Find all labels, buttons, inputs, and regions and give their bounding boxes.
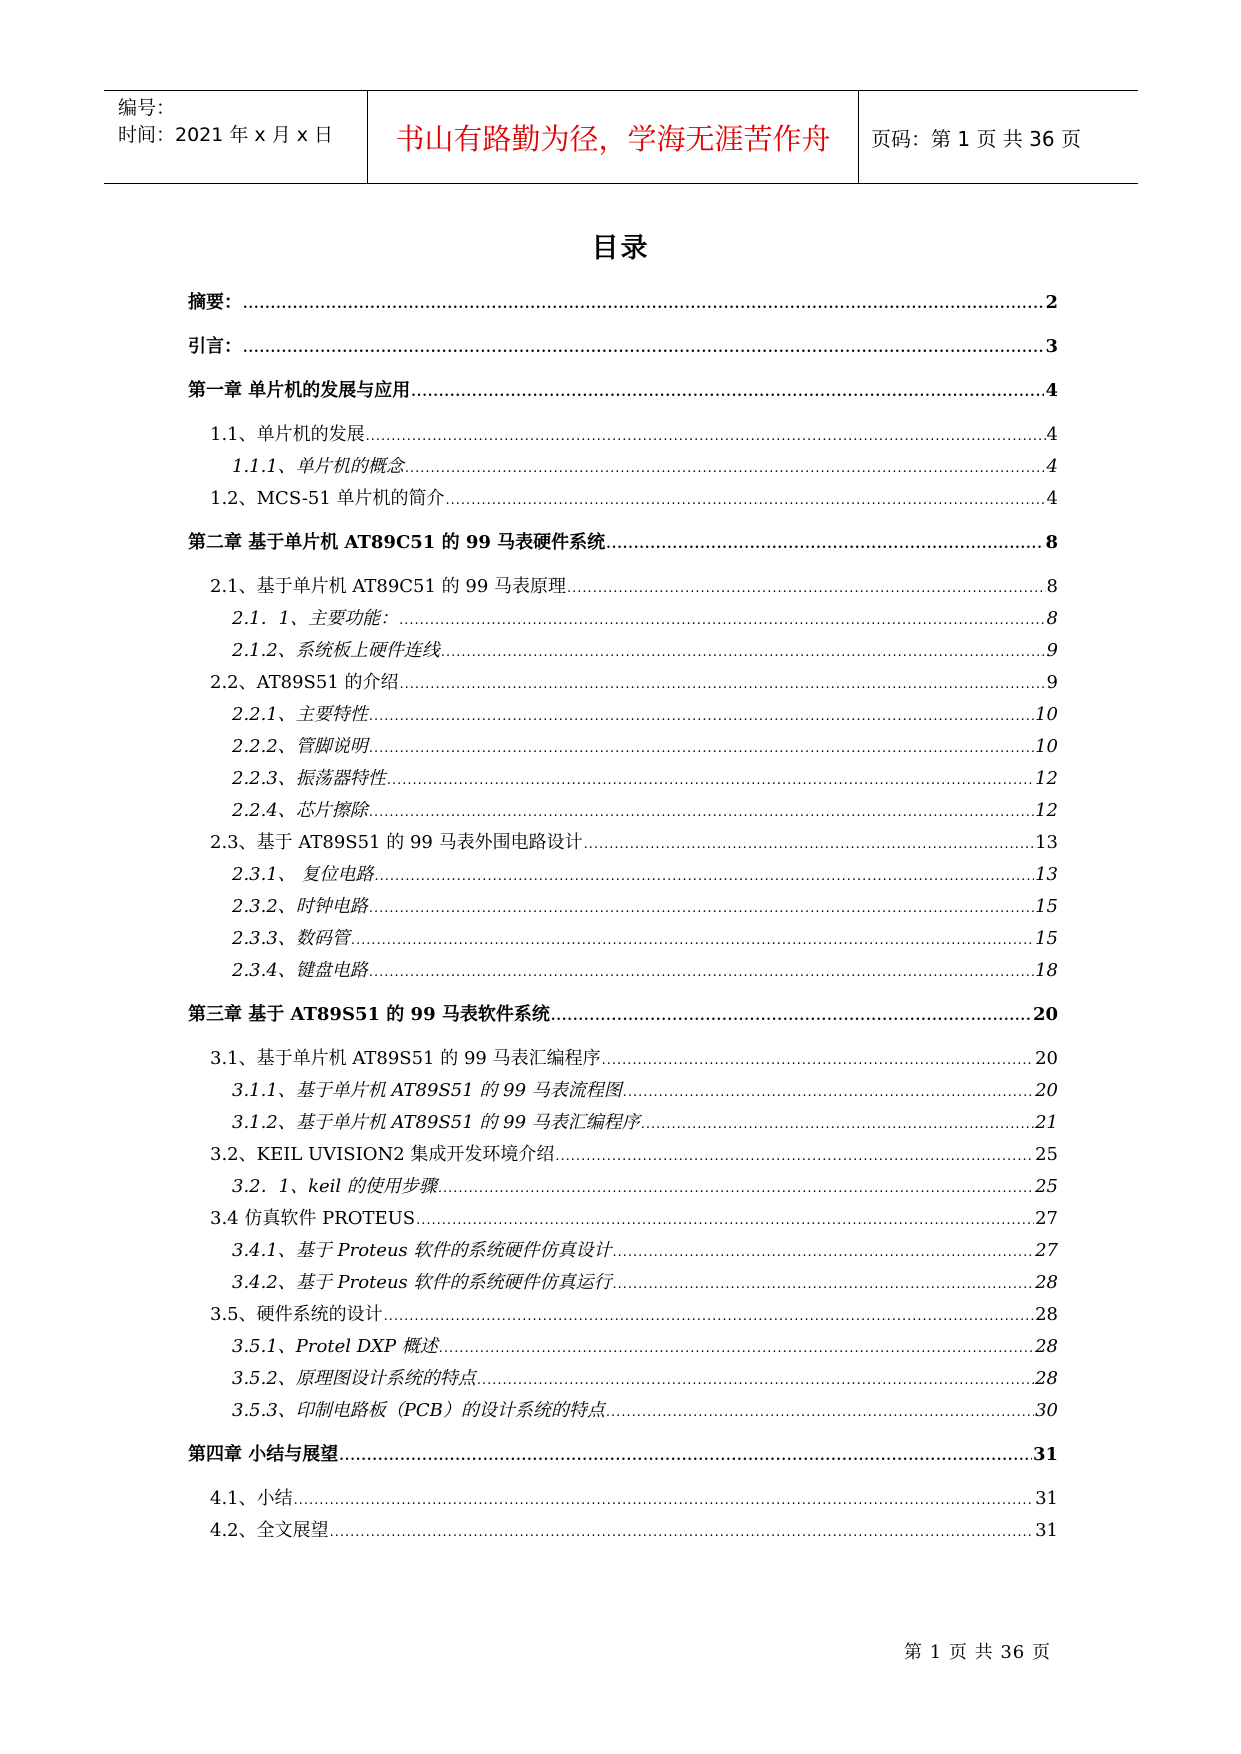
toc-leader-dots [339,1449,1032,1464]
toc-leader-dots [623,1085,1034,1100]
toc-entry-label: 2.2.4、芯片擦除 [232,800,368,821]
toc-entry[interactable] [188,1396,1058,1426]
toc-entry-label: 3.5、硬件系统的设计 [210,1304,383,1325]
toc-entry-page: 25 [1035,1176,1058,1197]
toc-entry-page: 18 [1035,960,1058,981]
toc-entry[interactable] [188,1364,1058,1394]
toc-entry[interactable] [188,1076,1058,1106]
toc-leader-dots [384,1309,1034,1324]
toc-entry-page: 27 [1035,1208,1058,1229]
toc-leader-dots [606,537,1044,552]
toc-leader-dots [411,385,1044,400]
header-page-info: 页码：第 1 页 共 36 页 [871,126,1081,151]
toc-entry-label: 第四章 小结与展望 [188,1444,339,1465]
toc-entry-page: 4 [1046,488,1058,509]
toc-entry[interactable] [188,1484,1058,1514]
toc-entry[interactable] [188,484,1058,514]
toc-entry[interactable] [188,1000,1058,1030]
toc-entry-label: 3.2、KEIL UVISION2 集成开发环境介绍 [210,1144,555,1165]
toc-entry[interactable] [188,1204,1058,1234]
toc-entry-page: 31 [1032,1444,1058,1465]
toc-leader-dots [369,965,1034,980]
toc-entry[interactable] [188,332,1058,362]
toc-leader-dots [400,677,1046,692]
toc-entry-page: 8 [1046,608,1058,629]
toc-entry-page: 15 [1035,896,1058,917]
toc-entry[interactable] [188,1332,1058,1362]
toc-leader-dots [369,805,1034,820]
page-footer: 第 1 页 共 36 页 [904,1642,1051,1663]
toc-entry-page: 13 [1035,832,1058,853]
toc-leader-dots [369,709,1034,724]
toc-entry-label: 3.2．1、keil 的使用步骤 [232,1176,437,1197]
toc-entry[interactable] [188,1172,1058,1202]
toc-entry-label: 2.1、基于单片机 AT89C51 的 99 马表原理 [210,576,567,597]
toc-entry-page: 4 [1046,456,1058,477]
toc-entry[interactable] [188,828,1058,858]
toc-entry-label: 摘要： [188,292,242,313]
toc-entry-label: 引言： [188,336,242,357]
toc-entry[interactable] [188,572,1058,602]
toc-entry-page: 12 [1035,800,1058,821]
toc-entry-label: 第一章 单片机的发展与应用 [188,380,411,401]
toc-entry-label: 3.1.1、基于单片机 AT89S51 的 99 马表流程图 [232,1080,622,1101]
toc-leader-dots [584,837,1035,852]
toc-entry[interactable] [188,924,1058,954]
toc-entry[interactable] [188,1516,1058,1546]
toc-leader-dots [369,901,1034,916]
toc-entry-page: 28 [1035,1368,1058,1389]
toc-entry-page: 28 [1035,1336,1058,1357]
toc-entry[interactable] [188,1044,1058,1074]
toc-entry[interactable] [188,796,1058,826]
toc-entry[interactable] [188,1440,1058,1470]
toc-leader-dots [641,1117,1034,1132]
toc-entry-page: 27 [1035,1240,1058,1261]
toc-entry-page: 10 [1035,736,1058,757]
toc-entry-label: 3.1、基于单片机 AT89S51 的 99 马表汇编程序 [210,1048,601,1069]
toc-entry-label: 4.1、小结 [210,1488,293,1509]
toc-leader-dots [446,493,1046,508]
toc-entry[interactable] [188,1300,1058,1330]
toc-entry[interactable] [188,860,1058,890]
toc-entry[interactable] [188,1140,1058,1170]
toc-leader-dots [294,1493,1034,1508]
toc-entry-page: 10 [1035,704,1058,725]
toc-leader-dots [387,773,1034,788]
header-number-label: 编号： [118,97,176,119]
toc-entry[interactable] [188,1268,1058,1298]
toc-entry[interactable] [188,956,1058,986]
toc-entry-label: 2.3.1、 复位电路 [232,864,374,885]
toc-leader-dots [243,297,1044,312]
toc-entry[interactable] [188,892,1058,922]
toc-entry[interactable] [188,376,1058,406]
toc-entry-label: 3.5.2、原理图设计系统的特点 [232,1368,476,1389]
toc-leader-dots [441,645,1046,660]
toc-entry-page: 20 [1032,1004,1058,1025]
toc-entry-label: 2.2.3、振荡器特性 [232,768,386,789]
toc-entry-label: 3.4.2、基于 Proteus 软件的系统硬件仿真运行 [232,1272,612,1293]
toc-entry[interactable] [188,288,1058,318]
toc-entry-label: 3.1.2、基于单片机 AT89S51 的 99 马表汇编程序 [232,1112,640,1133]
toc-leader-dots [477,1373,1034,1388]
header-motto: 书山有路勤为径，学海无涯苦作舟 [368,91,859,183]
toc-entry-label: 2.2、AT89S51 的介绍 [210,672,399,693]
toc-entry[interactable] [188,1108,1058,1138]
toc-entry-label: 1.1.1、单片机的概念 [232,456,404,477]
toc-leader-dots [416,1213,1034,1228]
toc-leader-dots [551,1009,1032,1024]
toc-entry-page: 21 [1035,1112,1058,1133]
toc-leader-dots [366,429,1046,444]
toc-entry-page: 8 [1046,576,1058,597]
page-header [104,90,1138,184]
toc-entry-label: 3.4.1、基于 Proteus 软件的系统硬件仿真设计 [232,1240,612,1261]
toc-entry-page: 28 [1035,1304,1058,1325]
header-meta [104,91,368,183]
toc-entry-label: 2.3、基于 AT89S51 的 99 马表外围电路设计 [210,832,583,853]
toc-entry[interactable] [188,1236,1058,1266]
toc-entry-page: 12 [1035,768,1058,789]
toc-leader-dots [399,613,1045,628]
toc-entry-page: 31 [1035,1520,1058,1541]
header-time-label: 时间：2021 年 x 月 x 日 [118,124,334,146]
toc-entry-page: 4 [1045,380,1058,401]
toc-entry[interactable] [188,452,1058,482]
toc-leader-dots [613,1245,1035,1260]
toc-entry-page: 25 [1035,1144,1058,1165]
toc-leader-dots [243,341,1044,356]
toc-entry-label: 2.3.4、键盘电路 [232,960,368,981]
toc-entry[interactable] [188,732,1058,762]
toc-entry-label: 3.5.3、印制电路板（PCB）的设计系统的特点 [232,1400,605,1421]
toc-entry-label: 1.2、MCS-51 单片机的简介 [210,488,445,509]
toc-entry-page: 9 [1046,672,1058,693]
toc-leader-dots [405,461,1046,476]
toc-entry[interactable] [188,764,1058,794]
toc-entry-label: 2.2.1、主要特性 [232,704,368,725]
toc-entry-page: 8 [1045,532,1058,553]
toc-entry[interactable] [188,636,1058,666]
toc-entry[interactable] [188,700,1058,730]
toc-leader-dots [439,1341,1034,1356]
toc-entry-label: 2.2.2、管脚说明 [232,736,368,757]
toc-leader-dots [567,581,1046,596]
toc-leader-dots [330,1525,1034,1540]
toc-entry-label: 2.3.2、时钟电路 [232,896,368,917]
toc-entry-label: 3.4 仿真软件 PROTEUS [210,1208,416,1229]
toc-leader-dots [375,869,1035,884]
toc-leader-dots [602,1053,1035,1068]
page-title: 目录 [591,233,650,264]
toc-entry-page: 15 [1035,928,1058,949]
toc-entry-page: 4 [1046,424,1058,445]
toc-leader-dots [606,1405,1034,1420]
toc-entry-page: 28 [1035,1272,1058,1293]
toc-entry-page: 3 [1045,336,1058,357]
toc-entry[interactable] [188,604,1058,634]
toc-entry-label: 3.5.1、Protel DXP 概述 [232,1336,438,1357]
toc-leader-dots [438,1181,1034,1196]
toc-entry-page: 31 [1035,1488,1058,1509]
toc-entry-page: 9 [1046,640,1058,661]
toc-leader-dots [613,1277,1035,1292]
toc-entry-label: 2.1.2、系统板上硬件连线 [232,640,440,661]
toc-entry-page: 20 [1035,1048,1058,1069]
toc-entry-page: 30 [1035,1400,1058,1421]
toc-entry[interactable] [188,668,1058,698]
toc-entry-label: 第二章 基于单片机 AT89C51 的 99 马表硬件系统 [188,532,606,553]
toc-entry-page: 13 [1035,864,1058,885]
toc-entry-label: 2.1．1、主要功能： [232,608,399,629]
toc-entry-page: 20 [1035,1080,1058,1101]
toc-entry[interactable] [188,528,1058,558]
toc-entry-label: 1.1、单片机的发展 [210,424,365,445]
toc-entry-label: 第三章 基于 AT89S51 的 99 马表软件系统 [188,1004,550,1025]
toc-leader-dots [351,933,1034,948]
toc-leader-dots [369,741,1034,756]
toc-leader-dots [555,1149,1034,1164]
toc-entry-label: 2.3.3、数码管 [232,928,350,949]
toc-entry-label: 4.2、全文展望 [210,1520,329,1541]
toc-entry-page: 2 [1045,292,1058,313]
toc-entry[interactable] [188,420,1058,450]
